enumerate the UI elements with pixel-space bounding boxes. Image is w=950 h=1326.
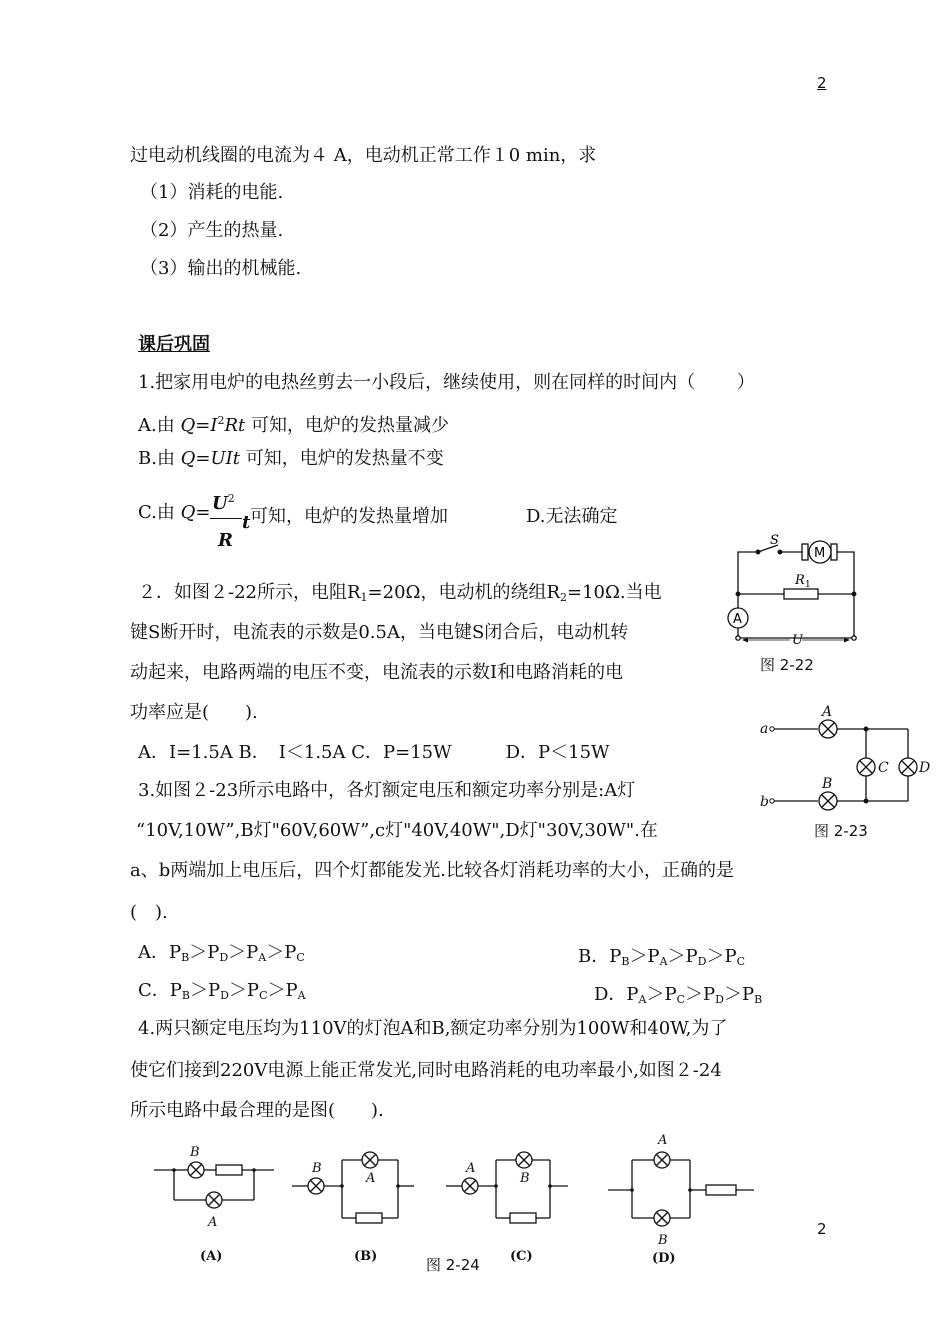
fig24c-lamp-b-label: B: [520, 1171, 530, 1186]
formula-c-q: Q: [180, 502, 196, 523]
problem-1-option-c: [138, 502, 210, 524]
formula-b: Q=UIt: [180, 448, 241, 469]
fig24-label-b: (B): [354, 1249, 378, 1264]
fraction-exp: 2: [227, 492, 235, 505]
problem-2-line-2: 键S断开时，电流表的示数是0.5A，当电键S闭合后，电动机转: [130, 622, 629, 643]
fig24-label-a: (A): [200, 1249, 223, 1264]
formula-c-eq: =: [195, 502, 211, 523]
fig22-ammeter-label: A: [733, 612, 742, 627]
fig24d-lamp-a-label: A: [658, 1133, 668, 1148]
problem-1-option-b: [138, 448, 444, 470]
fig24c-lamp-a-label: A: [466, 1161, 476, 1176]
problem-2-options: A．I=1.5A B． I＜1.5A C．P=15W D．P＜15W: [138, 742, 610, 763]
problem-3-option-c: C．$P_B>P_D>P_C>P_A$: [138, 980, 306, 1002]
p2-l1-a: ２．如图２-22所示，电阻R: [138, 582, 361, 603]
problem-4-line-2: 使它们接到220V电源上能正常发光,同时电路消耗的电功率最小,如图２-24: [130, 1060, 722, 1081]
option-c-prefix: C.由: [138, 502, 181, 523]
fig24b-lamp-b-label: B: [312, 1161, 322, 1176]
problem-2-line-4: 功率应是( ).: [130, 702, 258, 723]
fraction-t: t: [242, 512, 251, 533]
formula-exp: 2: [217, 414, 225, 427]
fig24b-lamp-a-label: A: [366, 1171, 376, 1186]
option-a-suffix: 可知，电炉的发热量减少: [245, 415, 449, 436]
page-number-top: 2: [817, 74, 827, 92]
problem-3-line-4: ( ).: [130, 902, 168, 923]
p2-l1-c: =10Ω.当电: [567, 582, 662, 603]
option-c-suffix: 可知，电炉的发热量增加: [250, 506, 448, 527]
fig22-motor-label: M: [814, 546, 826, 561]
fig24a-lamp-b-label: B: [190, 1145, 200, 1160]
formula-i: I: [210, 415, 218, 436]
fraction-denominator: R: [218, 530, 233, 551]
fig23-lamp-d-label: D: [919, 760, 931, 776]
circuit-b: [292, 1152, 414, 1223]
problem-1-option-a: [138, 410, 449, 437]
problem-3-option-d: D．$P_A>P_C>P_D>P_B$: [594, 984, 763, 1006]
fig24a-lamp-a-label: A: [208, 1215, 218, 1230]
problem-1-option-d: D.无法确定: [526, 506, 618, 527]
figure-2-23: [758, 702, 938, 817]
problem-2-line-3: 动起来，电路两端的电压不变，电流表的示数I和电路消耗的电: [130, 662, 624, 683]
fig23-label-a: a: [760, 721, 769, 737]
fig23-label-b: b: [760, 794, 769, 810]
formula-q: Q: [180, 415, 196, 436]
intro-question-1: （1）消耗的电能.: [140, 182, 284, 203]
option-a-prefix: A.由: [138, 415, 181, 436]
figure-2-24: [150, 1130, 770, 1270]
p2-l1-b: =20Ω，电动机的绕组R: [367, 582, 561, 603]
fig22-resistor-sub: 1: [805, 580, 811, 590]
fig24-label-c: (C): [510, 1249, 533, 1264]
fraction-bar: [210, 518, 242, 519]
fig22-resistor-label: R: [795, 573, 805, 588]
fig22-switch-label: S: [770, 533, 779, 548]
fig23-lamp-c-label: C: [878, 760, 889, 776]
figure-2-24-caption: 图 2-24: [426, 1256, 480, 1274]
figure-2-22: [720, 530, 870, 650]
problem-3-line-3: a、b两端加上电压后，四个灯都能发光.比较各灯消耗功率的大小，正确的是: [130, 860, 734, 881]
section-title: 课后巩固: [138, 334, 210, 355]
problem-3-line-2: “10V,10W”,B灯"60V,60W”,c灯"40V,40W",D灯"30V,30W".在: [136, 820, 658, 841]
problem-1-stem: 1.把家用电炉的电热丝剪去一小段后，继续使用，则在同样的时间内（ ）: [138, 372, 755, 393]
option-b-prefix: B.由: [138, 448, 181, 469]
page-number-bottom: 2: [817, 1220, 827, 1238]
figure-2-23-caption: 图 2-23: [814, 822, 868, 840]
problem-3-option-a: A．$P_B>P_D>P_A>P_C$: [138, 942, 305, 964]
problem-4-line-3: 所示电路中最合理的是图( ).: [130, 1100, 384, 1121]
fig22-voltage-label: U: [792, 633, 803, 648]
intro-question-2: （2）产生的热量.: [140, 220, 284, 241]
p2-sub2: 2: [560, 591, 568, 604]
fig23-lamp-a-label: A: [822, 704, 833, 720]
fig24-label-d: (D): [652, 1251, 676, 1266]
formula-rest: Rt: [224, 415, 246, 436]
problem-3-line-1: 3.如图２-23所示电路中，各灯额定电压和额定功率分别是:A灯: [138, 780, 636, 801]
figure-2-22-caption: 图 2-22: [760, 656, 814, 674]
fig24d-lamp-b-label: B: [658, 1233, 668, 1248]
problem-4-line-1: 4.两只额定电压均为110V的灯泡A和B,额定功率分别为100W和40W,为了: [138, 1018, 728, 1039]
circuit-d: [608, 1152, 754, 1226]
intro-question-3: （3）输出的机械能.: [140, 258, 302, 279]
fig23-lamp-b-label: B: [822, 776, 833, 792]
intro-line: 过电动机线圈的电流为４ A，电动机正常工作１0 min，求: [130, 145, 597, 166]
circuit-a: [154, 1162, 274, 1208]
option-b-suffix: 可知，电炉的发热量不变: [240, 448, 444, 469]
fraction-numerator: $U^2$: [212, 492, 235, 514]
formula-eq: =: [195, 415, 211, 436]
problem-3-option-b: B．$P_B>P_A>P_D>P_C$: [578, 946, 746, 968]
p2-sub1: 1: [360, 591, 368, 604]
problem-2-line-1: [138, 582, 662, 609]
